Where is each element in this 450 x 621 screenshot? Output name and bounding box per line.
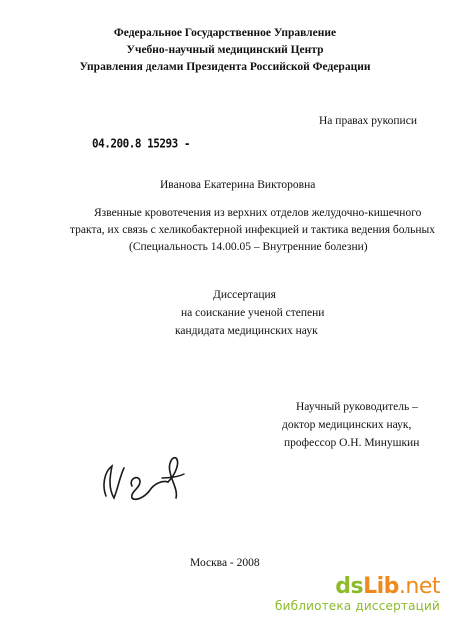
handwritten-signature xyxy=(92,452,202,517)
manuscript-note: На правах рукописи xyxy=(319,115,417,127)
dslib-caption: библиотека диссертаций xyxy=(275,599,440,613)
supervisor-line-1: Научный руководитель – xyxy=(296,401,418,413)
degree-line-2: на соискание ученой степени xyxy=(181,307,325,319)
supervisor-line-2: доктор медицинских наук, xyxy=(282,419,412,431)
dslib-watermark xyxy=(275,575,440,613)
degree-line-1: Диссертация xyxy=(213,289,276,301)
title-line-1: Язвенные кровотечения из верхних отделов желудочно-кишечного xyxy=(94,207,422,219)
specialty-line: (Специальность 14.00.05 – Внутренние болезни) xyxy=(129,241,368,253)
dslib-logo: dsLib.net xyxy=(335,574,440,599)
signature-icon xyxy=(92,452,202,512)
institution-line-3: Управления делами Президента Российской Федерации xyxy=(79,61,371,73)
supervisor-line-3: профессор О.Н. Минушкин xyxy=(284,437,420,449)
institution-line-2: Учебно-научный медицинский Центр xyxy=(126,44,324,56)
institution-line-1: Федеральное Государственное Управление xyxy=(113,27,337,39)
place-and-year: Москва - 2008 xyxy=(190,557,260,569)
author-name: Иванова Екатерина Викторовна xyxy=(160,179,316,191)
title-line-2: тракта, их связь с хеликобактерной инфекцией и тактика ведения больных xyxy=(70,224,435,236)
registration-stamp: 04.200.8 15293 - xyxy=(92,136,190,151)
degree-line-3: кандидата медицинских наук xyxy=(175,325,318,337)
